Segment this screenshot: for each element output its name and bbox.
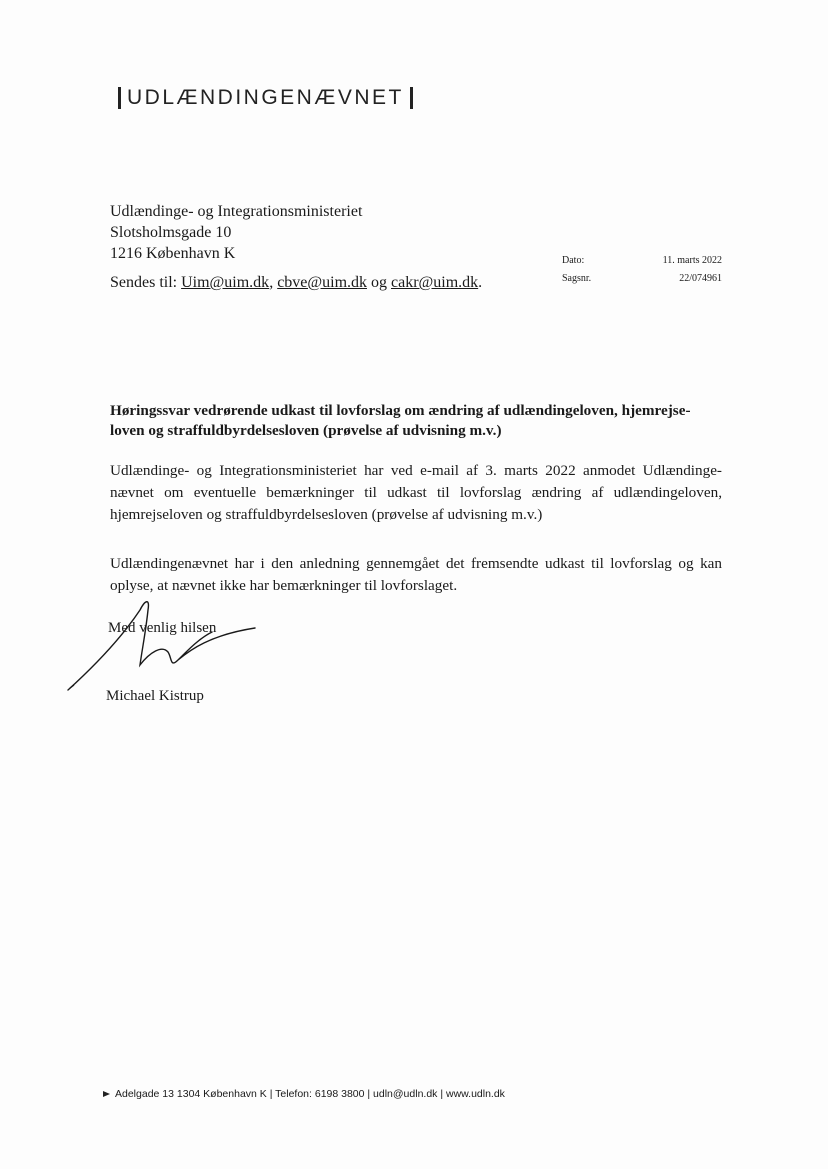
signer-name: Michael Kistrup	[106, 688, 204, 704]
recipient-city: 1216 København K	[110, 245, 236, 262]
paragraph-1-line-2: nævnet om eventuelle bemærkninger til udkast til lovforslag ændring af udlændingeloven,	[110, 484, 722, 501]
meta-values	[663, 252, 722, 288]
arrow-icon	[103, 1091, 110, 1097]
logo-bar-left	[118, 87, 121, 109]
logo-text: UDLÆNDINGENÆVNET	[127, 86, 404, 109]
paragraph-2-line-2: oplyse, at nævnet ikke har bemærkninger til lovforslaget.	[110, 577, 458, 594]
subject-line-2: loven og straffuldbyrdelsesloven (prøvelse af udvisning m.v.)	[110, 422, 502, 439]
recipient-address	[110, 201, 362, 264]
conjunction: og	[371, 274, 388, 291]
send-to-label: Sendes til:	[110, 274, 178, 291]
send-to-line	[110, 274, 482, 292]
meta-labels	[562, 252, 591, 288]
date-value: 11. marts 2022	[662, 255, 722, 266]
handwritten-signature	[60, 590, 270, 700]
paragraph-1-line-1: Udlændinge- og Integrationsministeriet har ved e-mail af 3. marts 2022 anmodet Udlændinge-	[110, 462, 722, 479]
paragraph-1-line-3: hjemrejseloven og straffuldbyrdelsesloven (prøvelse af udvisning m.v.)	[110, 506, 543, 523]
letterhead-logo	[112, 86, 419, 110]
recipient-street: Slotsholmsgade 10	[110, 224, 232, 241]
recipient-name: Udlændinge- og Integrationsministeriet	[110, 203, 363, 220]
separator: ,	[269, 274, 274, 291]
footer	[103, 1088, 505, 1100]
case-label: Sagsnr.	[562, 273, 592, 284]
email-link-cbve[interactable]: cbve@uim.dk	[277, 274, 368, 291]
paragraph-1	[110, 460, 722, 526]
date-label: Dato:	[562, 255, 585, 266]
paragraph-2-line-1: Udlændingenævnet har i den anledning gennemgået det fremsendte udkast til lovforslag og kan	[110, 555, 722, 572]
email-link-cakr[interactable]: cakr@uim.dk	[391, 274, 479, 291]
email-link-uim[interactable]: Uim@uim.dk	[181, 274, 270, 291]
case-number: 22/074961	[679, 273, 722, 284]
subject-line-1: Høringssvar vedrørende udkast til lovforslag om ændring af udlændingeloven, hjemrejse-	[110, 402, 691, 419]
closing-greeting: Med venlig hilsen	[108, 620, 217, 636]
subject-heading	[110, 401, 722, 441]
logo-bar-right	[410, 87, 413, 109]
footer-text: Adelgade 13 1304 København K | Telefon: 6198 3800 | udln@udln.dk | www.udln.dk	[115, 1088, 505, 1100]
period: .	[478, 274, 483, 291]
